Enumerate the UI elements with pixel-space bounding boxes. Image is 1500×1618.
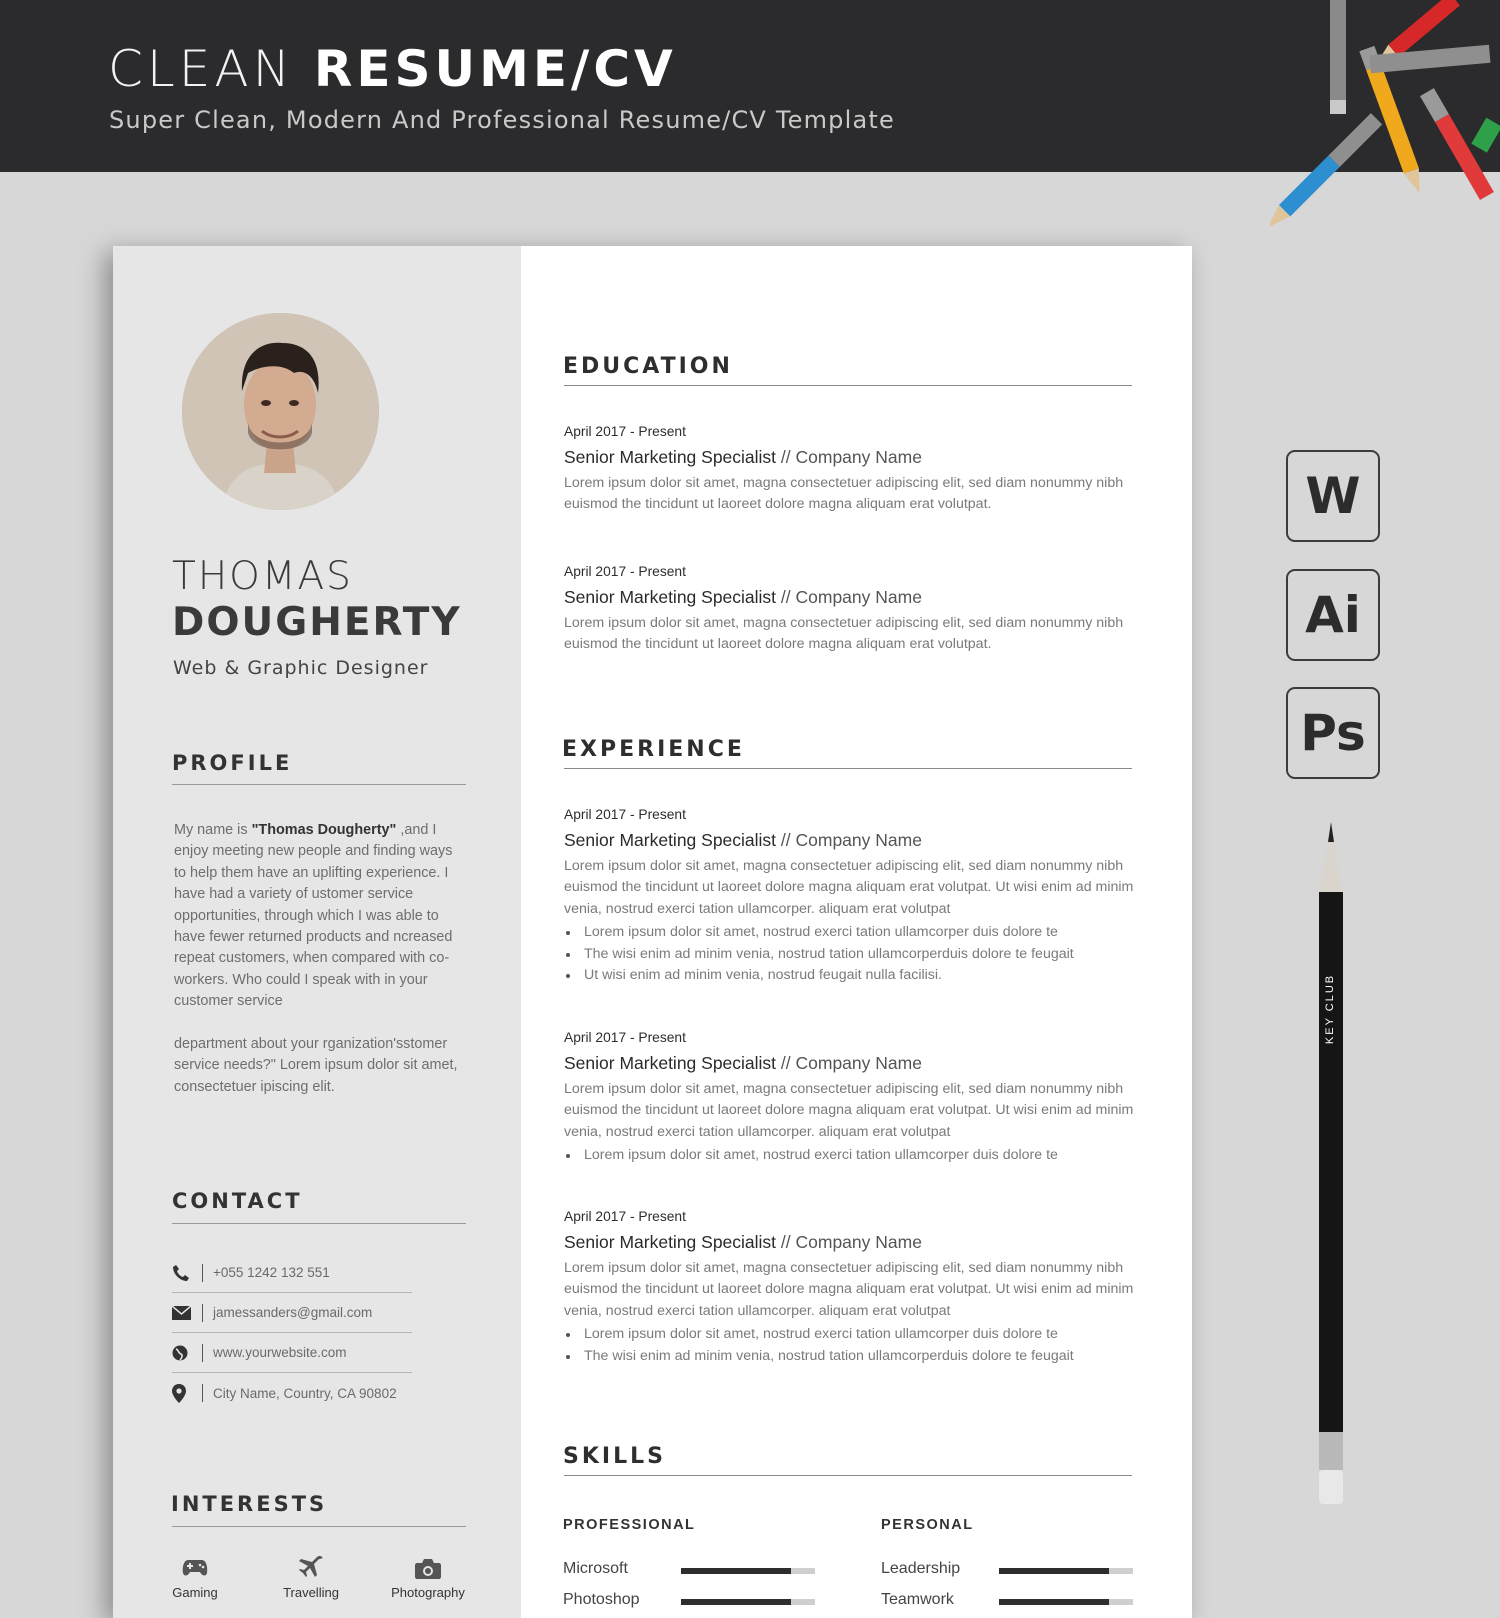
entry-date: April 2017 - Present [564,424,686,439]
education-heading: EDUCATION [563,354,733,379]
experience-entry [564,1027,1134,1167]
skill-row [881,1560,1137,1582]
contact-email[interactable] [172,1293,412,1333]
entry-company: // Company Name [776,587,922,607]
entry-title [564,1228,1134,1258]
interests-heading: INTERESTS [171,1492,328,1516]
entry-description: Lorem ipsum dolor sit amet, magna consectetuer adipiscing elit, sed diam nonummy nibh euismod the tincidunt ut laoreet dolore magna aliquam erat volutpat. [564,615,1124,653]
contact-website[interactable] [172,1333,412,1373]
skills-heading: SKILLS [563,1444,666,1469]
entry-job: Senior Marketing Specialist [564,1232,777,1252]
location-pin-icon [172,1384,194,1403]
education-divider [564,385,1132,386]
interest-photography [383,1551,473,1600]
skill-bar-fill [999,1599,1109,1605]
interests-divider [172,1526,466,1527]
person-portrait-icon [182,313,379,510]
entry-company: // Company Name [776,830,922,850]
mail-icon [172,1306,194,1320]
skill-bar-fill [999,1568,1109,1574]
skill-name: Microsoft [563,1560,628,1577]
entry-bullets [564,1324,1134,1367]
profile-photo [182,313,379,510]
skill-bar-fill [681,1568,791,1574]
entry-job: Senior Marketing Specialist [564,587,777,607]
entry-description: Lorem ipsum dolor sit amet, magna consectetuer adipiscing elit, sed diam nonummy nibh euismod the tincidunt ut laoreet dolore magna aliquam erat volutpat. [564,475,1124,513]
contact-address-text: City Name, Country, CA 90802 [213,1385,397,1401]
pencil-green-end [1471,118,1500,153]
entry-company: // Company Name [776,1232,922,1252]
colored-pencils-decoration [1270,0,1500,240]
skills-professional-label: PROFESSIONAL [563,1517,696,1533]
experience-entry [564,804,1134,986]
photoshop-icon: Ps [1286,687,1380,779]
banner-title [108,40,677,98]
resume-page [113,246,1192,1618]
interest-photography-label: Photography [391,1585,465,1600]
skill-row [881,1591,1137,1613]
bullet-item: The wisi enim ad minim venia, nostrud tation ullamcorperduis dolore te feugait [564,944,1134,965]
skill-bar [999,1568,1133,1574]
skill-row [563,1560,819,1582]
entry-title [564,583,1134,613]
profile-intro-name: "Thomas Dougherty" [251,822,397,838]
profile-paragraph-1-text: ,and I enjoy meeting new people and finding ways to help them have an uplifting experience. I have had a variety of ustomer service opportunities, through which I was able to have fewer returned products and ncreased repeat customers, when compared with co-workers. Who could I speak with in your customer service [174,822,453,1010]
entry-job: Senior Marketing Specialist [564,830,777,850]
experience-heading: EXPERIENCE [562,737,745,762]
entry-bullets [564,922,1134,986]
education-entry [564,421,1134,516]
entry-bullets [564,1145,1134,1166]
profile-paragraph-2: department about your rganization'sstomer service needs?" Lorem ipsum dolor sit amet, consectetuer ipiscing elit. [174,1036,458,1095]
entry-description: Lorem ipsum dolor sit amet, magna consectetuer adipiscing elit, sed diam nonummy nibh euismod the tincidunt ut laoreet dolore magna aliquam erat volutpat. Ut wisi enim ad minim venia, nostrud exerci tation ullamcorper. aliquam erat volutpat [564,1081,1134,1140]
pencil-brand-text: KEY CLUB [1324,973,1336,1045]
entry-date: April 2017 - Present [564,564,686,579]
experience-divider [564,768,1132,769]
bullet-item: Lorem ipsum dolor sit amet, nostrud exerci tation ullamcorper duis dolore te [564,922,1134,943]
globe-icon [172,1345,194,1361]
pencil-grey [1330,0,1346,114]
camera-icon [383,1551,473,1585]
bullet-item: Lorem ipsum dolor sit amet, nostrud exerci tation ullamcorper duis dolore te [564,1145,1134,1166]
skill-name: Leadership [881,1560,961,1577]
black-pencil-decoration [1316,822,1346,1512]
entry-company: // Company Name [776,447,922,467]
entry-company: // Company Name [776,1053,922,1073]
interest-travelling-label: Travelling [283,1585,339,1600]
skill-bar [681,1599,815,1605]
last-name: DOUGHERTY [172,600,462,645]
bullet-item: Lorem ipsum dolor sit amet, nostrud exerci tation ullamcorper duis dolore te [564,1324,1134,1345]
profile-intro-prefix: My name is [174,822,252,838]
contact-separator [202,1264,203,1282]
skill-name: Teamwork [881,1591,954,1608]
entry-title [564,1049,1134,1079]
resume-sidebar [113,246,521,1618]
entry-date: April 2017 - Present [564,1030,686,1045]
profile-heading: PROFILE [172,751,293,775]
skill-row [563,1591,819,1613]
illustrator-icon: Ai [1286,569,1380,661]
entry-date: April 2017 - Present [564,807,686,822]
contact-heading: CONTACT [172,1189,303,1213]
interest-travelling [266,1551,356,1600]
skills-personal-label: PERSONAL [881,1517,974,1533]
skill-bar [681,1568,815,1574]
gamepad-icon [150,1551,240,1585]
profile-divider [172,784,466,785]
entry-title [564,826,1134,856]
airplane-icon [266,1551,356,1585]
banner-title-bold: RESUME/CV [313,40,677,98]
interest-gaming-label: Gaming [172,1585,218,1600]
skill-bar-fill [681,1599,791,1605]
entry-date: April 2017 - Present [564,1209,686,1224]
interest-gaming [150,1551,240,1600]
profile-paragraph-1 [174,820,464,1013]
entry-job: Senior Marketing Specialist [564,447,777,467]
contact-divider [172,1223,466,1224]
contact-email-text: jamessanders@gmail.com [213,1305,373,1320]
bullet-item: The wisi enim ad minim venia, nostrud tation ullamcorperduis dolore te feugait [564,1346,1134,1367]
contact-separator [202,1344,203,1362]
experience-entry [564,1206,1134,1367]
skill-bar [999,1599,1133,1605]
first-name: THOMAS [172,554,353,599]
contact-separator [202,1304,203,1322]
contact-separator [202,1384,203,1402]
banner-subtitle: Super Clean, Modern And Professional Resume/CV Template [109,106,895,134]
skills-divider [564,1475,1132,1476]
entry-job: Senior Marketing Specialist [564,1053,777,1073]
education-entry [564,561,1134,656]
banner-title-light: CLEAN [108,40,294,98]
skill-name: Photoshop [563,1591,640,1608]
entry-description: Lorem ipsum dolor sit amet, magna consectetuer adipiscing elit, sed diam nonummy nibh euismod the tincidunt ut laoreet dolore magna aliquam erat volutpat. Ut wisi enim ad minim venia, nostrud exerci tation ullamcorper. aliquam erat volutpat [564,858,1134,917]
entry-title [564,443,1134,473]
phone-icon [172,1264,194,1282]
entry-description: Lorem ipsum dolor sit amet, magna consectetuer adipiscing elit, sed diam nonummy nibh euismod the tincidunt ut laoreet dolore magna aliquam erat volutpat. Ut wisi enim ad minim venia, nostrud exerci tation ullamcorper. aliquam erat volutpat [564,1260,1134,1319]
contact-phone-text: +055 1242 132 551 [213,1265,330,1280]
contact-address [172,1373,412,1413]
contact-phone[interactable] [172,1253,412,1293]
contact-website-text: www.yourwebsite.com [213,1345,347,1360]
pencil-blue [1270,113,1382,233]
job-role: Web & Graphic Designer [173,657,429,679]
word-icon: W [1286,450,1380,542]
bullet-item: Ut wisi enim ad minim venia, nostrud feugait nulla facilisi. [564,965,1134,986]
